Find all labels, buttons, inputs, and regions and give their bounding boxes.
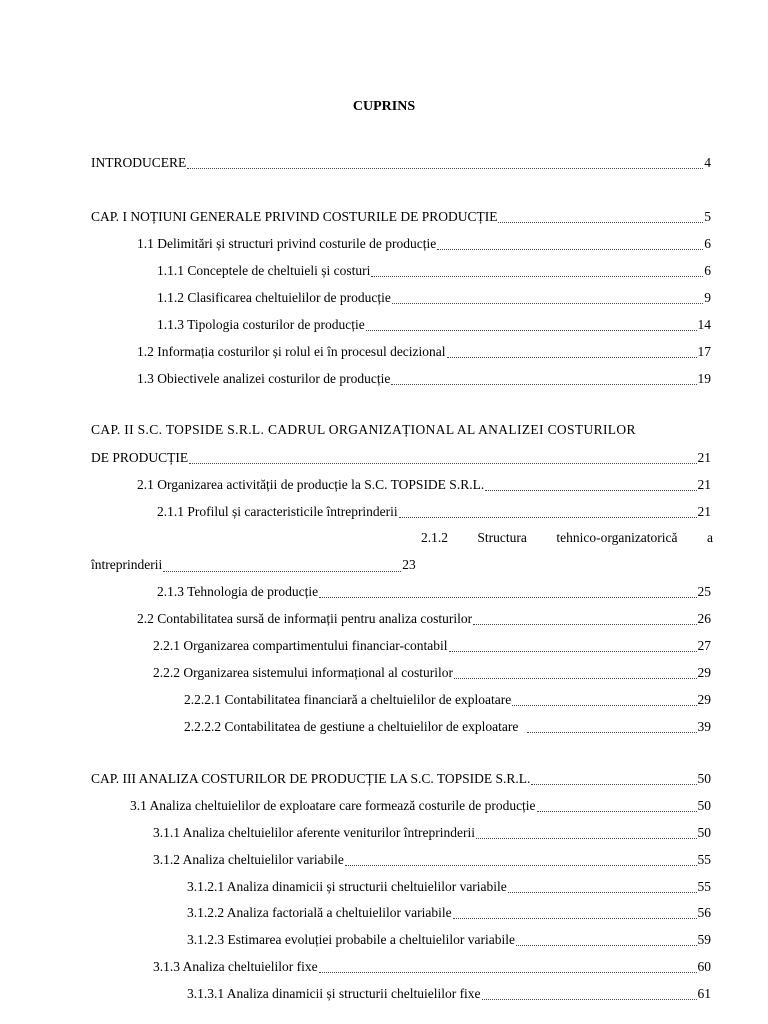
toc-entry-text: 2.1 Organizarea activității de producție la S.C. TOPSIDE S.R.L. [137,477,485,492]
dot-leader [392,303,703,304]
dot-leader [485,490,696,491]
dot-leader [512,705,696,706]
toc-entry-text: 2.1.1 Profilul și caracteristicile întreprinderii [157,504,398,519]
dot-leader [453,918,697,919]
toc-entry-cap2-line1 [91,421,713,439]
toc-entry-1-1-1 [157,262,711,280]
toc-page-number: 14 [697,317,711,332]
toc-entry-2-2-2-2 [184,718,711,736]
toc-entry-1-1 [137,235,711,253]
toc-entry-text: 3.1.3.1 Analiza dinamicii și structurii cheltuielilor fixe [187,986,481,1001]
dot-leader [531,784,696,785]
dot-leader [447,357,697,358]
toc-page-number: 5 [704,209,711,224]
dot-leader [319,597,696,598]
toc-entry-cap3 [91,770,711,788]
toc-entry-text: 2.2.2 Organizarea sistemului informațional al costurilor [153,665,454,680]
toc-page-number: 4 [704,155,711,170]
toc-page-number: 17 [697,344,711,359]
toc-entry-text: 2.2.1 Organizarea compartimentului financiar-contabil [153,638,448,653]
toc-entry-text: 3.1.2.1 Analiza dinamicii și structurii cheltuielilor variabile [187,879,507,894]
dot-leader [187,168,703,169]
toc-page-number: 61 [697,986,711,1001]
toc-entry-3-1-3 [153,958,711,976]
dot-leader [163,571,401,572]
toc-entry-2-1-2-line2 [91,556,416,574]
toc-entry-1-2 [137,343,711,361]
dot-leader [508,892,697,893]
toc-entry-cap1 [91,208,711,226]
toc-entry-2-2-2-1 [184,691,711,709]
dot-leader [399,517,697,518]
dot-leader [473,624,696,625]
toc-entry-number: 2.1.2 [421,530,448,545]
toc-entry-word: Structura [477,530,527,545]
toc-page-number: 27 [697,638,711,653]
toc-entry-text: 3.1.2.2 Analiza factorială a cheltuielilor variabile [187,905,452,920]
toc-page-number: 39 [697,719,711,734]
toc-page-number: 21 [697,504,711,519]
toc-entry-word: tehnico-organizatorică [556,530,678,545]
toc-page-number: 19 [697,371,711,386]
dot-leader [527,732,696,733]
dot-leader [189,463,696,464]
toc-entry-text: 3.1.2.3 Estimarea evoluției probabile a cheltuielilor variabile [187,932,516,947]
dot-leader [498,222,703,223]
toc-page-number: 26 [697,611,711,626]
toc-entry-1-3 [137,370,711,388]
dot-leader [391,384,696,385]
toc-entry-text: 1.1.2 Clasificarea cheltuielilor de producție [157,290,391,305]
toc-entry-text: 1.2 Informația costurilor și rolul ei în procesul decizional [137,344,446,359]
toc-entry-3-1-2-1 [187,878,711,896]
dot-leader [366,330,697,331]
toc-entry-word: a [706,530,713,545]
toc-entry-3-1-2-3 [187,931,711,949]
toc-entry-text: INTRODUCERE [91,155,187,170]
toc-page-number: 6 [704,236,711,251]
dot-leader [537,811,697,812]
toc-page-number: 21 [697,450,711,465]
dot-leader [345,865,697,866]
toc-page-number: 55 [697,879,711,894]
dot-leader [476,838,696,839]
toc-page-number: 50 [697,771,711,786]
toc-entry-2-2-1 [153,637,711,655]
toc-entry-3-1-2 [153,851,711,869]
toc-page-number: 55 [697,852,711,867]
toc-entry-text: 2.2.2.1 Contabilitatea financiară a cheltuielilor de exploatare [184,692,512,707]
toc-entry-3-1-2-2 [187,904,711,922]
toc-page-number: 50 [697,798,711,813]
toc-entry-text: CAP. II S.C. TOPSIDE S.R.L. CADRUL ORGANIZAȚIONAL AL ANALIZEI COSTURILOR [91,422,636,437]
toc-page-number: 25 [697,584,711,599]
toc-entry-text: 1.1.3 Tipologia costurilor de producție [157,317,365,332]
dot-leader [482,999,697,1000]
toc-entry-text: 3.1.2 Analiza cheltuielilor variabile [153,852,344,867]
toc-page-number: 9 [704,290,711,305]
toc-page-number: 60 [697,959,711,974]
dot-leader [437,249,703,250]
toc-entry-text: 2.1.3 Tehnologia de producție [157,584,319,599]
toc-entry-text: 2.2.2.2 Contabilitatea de gestiune a cheltuielilor de exploatare [184,719,519,734]
toc-entry-2-1-1 [157,503,711,521]
dot-leader [454,678,696,679]
toc-entry-2-1-3 [157,583,711,601]
toc-page-number: 50 [697,825,711,840]
toc-page-number: 59 [697,932,711,947]
dot-leader [371,276,703,277]
dot-leader [516,945,696,946]
toc-entry-2-2-2 [153,664,711,682]
toc-entry-2-2 [137,610,711,628]
toc-entry-text: 2.2 Contabilitatea sursă de informații pentru analiza costurilor [137,611,473,626]
toc-entry-3-1-1 [153,824,711,842]
toc-entry-2-1 [137,476,711,494]
toc-page-number: 23 [402,557,416,572]
toc-entry-text: CAP. I NOȚIUNI GENERALE PRIVIND COSTURILE DE PRODUCȚIE [91,209,498,224]
toc-entry-text: CAP. III ANALIZA COSTURILOR DE PRODUCȚIE LA S.C. TOPSIDE S.R.L. [91,771,531,786]
toc-entry-text: DE PRODUCȚIE [91,450,189,465]
toc-page-number: 29 [697,692,711,707]
toc-entry-intro [91,154,711,172]
toc-entry-3-1 [130,797,711,815]
toc-entry-text: 1.3 Obiectivele analizei costurilor de producție [137,371,391,386]
toc-page-number: 56 [697,905,711,920]
toc-entry-2-1-2-line1 [421,529,713,547]
toc-entry-1-1-3 [157,316,711,334]
toc-entry-text: 3.1.3 Analiza cheltuielilor fixe [153,959,318,974]
toc-entry-text: întreprinderii [91,557,163,572]
toc-entry-cap2-line2 [91,449,711,467]
toc-page-number: 29 [697,665,711,680]
page-title: CUPRINS [352,99,416,114]
dot-leader [449,651,697,652]
dot-leader [319,972,697,973]
toc-page-number: 6 [704,263,711,278]
toc-page-number: 21 [697,477,711,492]
toc-entry-text: 1.1.1 Conceptele de cheltuieli și costuri [157,263,371,278]
toc-entry-text: 3.1.1 Analiza cheltuielilor aferente veniturilor întreprinderii [153,825,476,840]
toc-entry-text: 3.1 Analiza cheltuielilor de exploatare care formează costurile de producție [130,798,536,813]
toc-entry-1-1-2 [157,289,711,307]
toc-entry-text: 1.1 Delimitări și structuri privind costurile de producție [137,236,437,251]
toc-entry-3-1-3-1 [187,985,711,1003]
